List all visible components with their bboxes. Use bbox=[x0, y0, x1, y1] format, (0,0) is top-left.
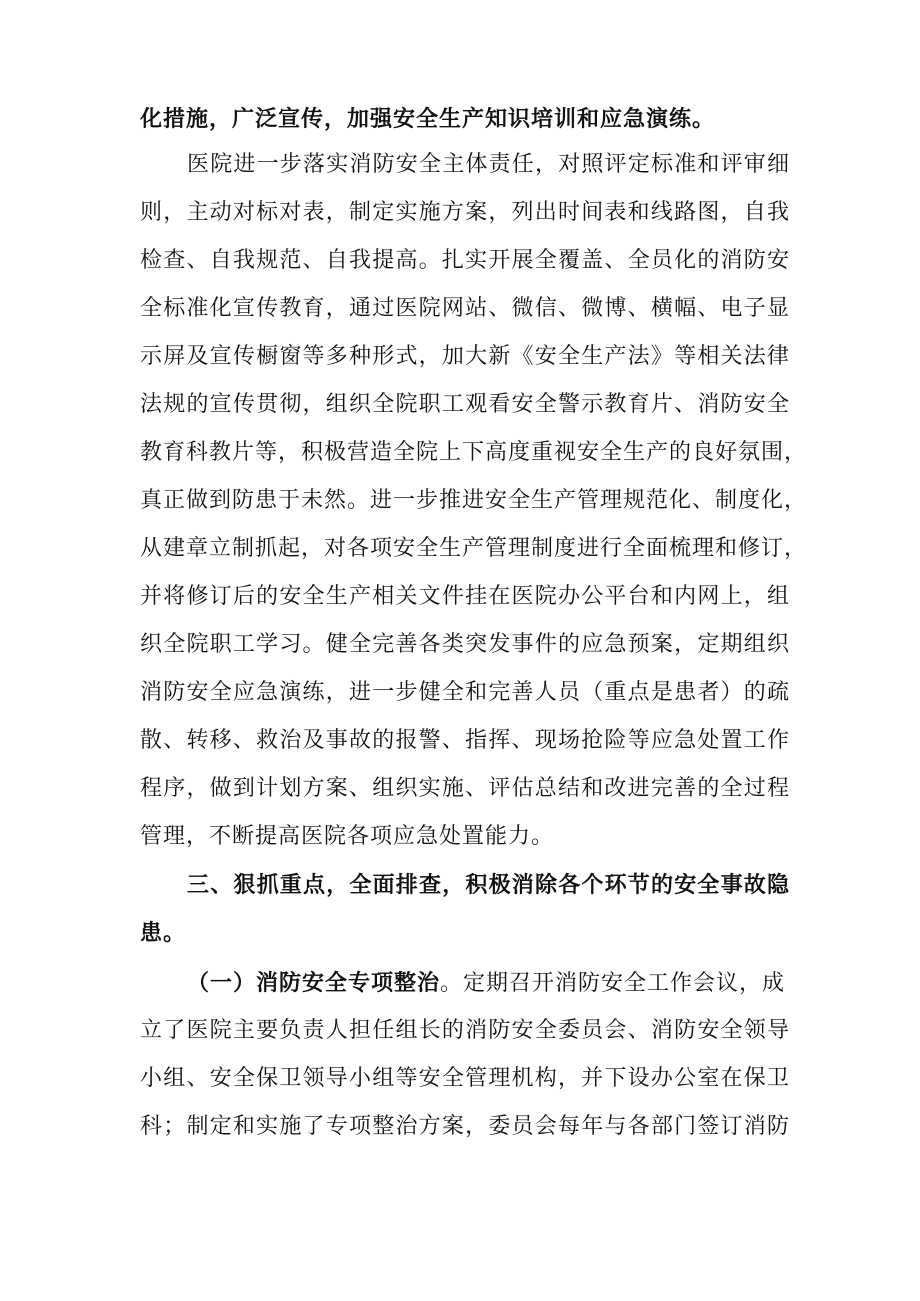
section-heading-continued: 患。 bbox=[140, 920, 187, 946]
paragraph-line: 程序，做到计划方案、组织实施、评估总结和改进完善的全过程 bbox=[140, 776, 790, 801]
section-heading: 三、狠抓重点，全面排查，积极消除各个环节的安全事故隐 bbox=[187, 872, 790, 898]
paragraph-line: 立了医院主要负责人担任组长的消防安全委员会、消防安全领导 bbox=[140, 1018, 790, 1043]
subsection-line bbox=[187, 968, 790, 999]
paragraph-line: 医院进一步落实消防安全主体责任，对照评定标准和评审细 bbox=[187, 152, 790, 177]
paragraph-line: 教育科教片等，积极营造全院上下高度重视安全生产的良好氛围， bbox=[140, 440, 808, 465]
paragraph-line: 则，主动对标对表，制定实施方案，列出时间表和线路图，自我 bbox=[140, 200, 790, 225]
paragraph-line: 织全院职工学习。健全完善各类突发事件的应急预案，定期组织 bbox=[140, 632, 790, 657]
paragraph-line: 法规的宣传贯彻，组织全院职工观看安全警示教育片、消防安全 bbox=[140, 392, 790, 417]
paragraph-line: 从建章立制抓起，对各项安全生产管理制度进行全面梳理和修订， bbox=[140, 536, 808, 561]
subsection-text: 。定期召开消防安全工作会议，成 bbox=[440, 971, 786, 996]
paragraph-line: 示屏及宣传橱窗等多种形式，加大新《安全生产法》等相关法律 bbox=[140, 344, 790, 369]
paragraph-line: 散、转移、救治及事故的报警、指挥、现场抢险等应急处置工作 bbox=[140, 728, 790, 753]
paragraph-line: 管理，不断提高医院各项应急处置能力。 bbox=[140, 824, 555, 849]
paragraph-line: 化措施，广泛宣传，加强安全生产知识培训和应急演练。 bbox=[140, 106, 716, 132]
paragraph-line: 科；制定和实施了专项整治方案，委员会每年与各部门签订消防 bbox=[140, 1114, 790, 1139]
paragraph-line: 消防安全应急演练，进一步健全和完善人员（重点是患者）的疏 bbox=[140, 680, 790, 705]
paragraph-line: 小组、安全保卫领导小组等安全管理机构，并下设办公室在保卫 bbox=[140, 1066, 790, 1091]
subsection-title: （一）消防安全专项整治 bbox=[187, 970, 441, 996]
paragraph-line: 真正做到防患于未然。进一步推进安全生产管理规范化、制度化， bbox=[140, 488, 808, 513]
paragraph-line: 并将修订后的安全生产相关文件挂在医院办公平台和内网上，组 bbox=[140, 584, 790, 609]
paragraph-line: 全标准化宣传教育，通过医院网站、微信、微博、横幅、电子显 bbox=[140, 296, 790, 321]
paragraph-line: 检查、自我规范、自我提高。扎实开展全覆盖、全员化的消防安 bbox=[140, 248, 790, 273]
